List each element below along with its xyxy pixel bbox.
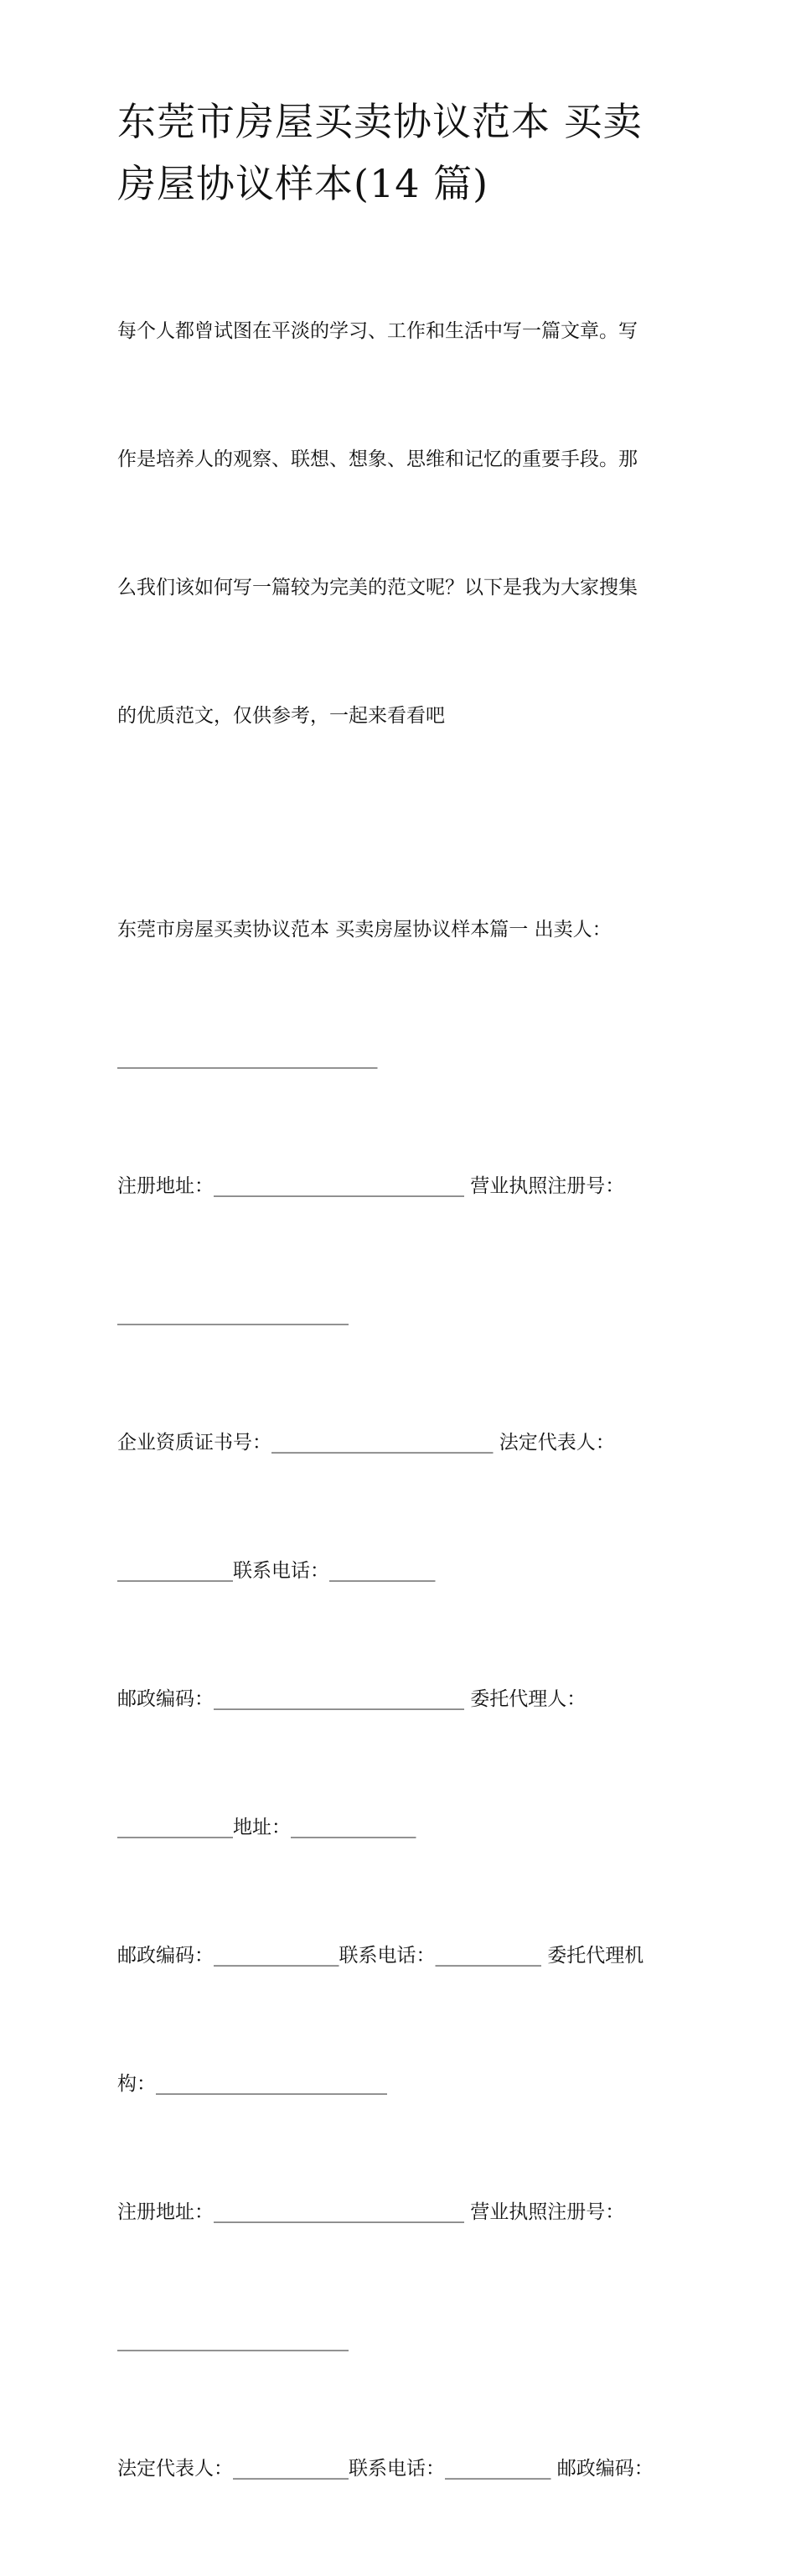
body-line-5: 企业资质证书号：_______________________ 法定代表人： [117,1432,615,1454]
intro-line-2: 作是培养人的观察、联想、想象、思维和记忆的重要手段。那 [117,448,638,470]
intro-line-1: 每个人都曾试图在平淡的学习、工作和生活中写一篇文章。写 [117,320,638,342]
body-line-7: 邮政编码：__________________________ 委托代理人： [117,1688,587,1710]
body-line-2: ___________________________ [117,1047,378,1069]
body-line-8: ____________地址：_____________ [117,1817,416,1838]
body-line-4: ________________________ [117,1304,349,1325]
title-line-2: 房屋协议样本(14 篇) [117,161,489,206]
body-line-12: ________________________ [117,2330,349,2351]
document-page [117,91,687,2576]
body-line-3: 注册地址：__________________________ 营业执照注册号： [117,1175,625,1197]
body-line-9: 邮政编码：_____________联系电话：___________ 委托代理机 [117,1945,644,1967]
body-line-11: 注册地址：__________________________ 营业执照注册号： [117,2201,625,2223]
body-line-10: 构：________________________ [117,2073,387,2095]
intro-paragraph [117,225,687,823]
title-line-1: 东莞市房屋买卖协议范本 买卖 [117,99,643,144]
body-line-6: ____________联系电话：___________ [117,1560,436,1582]
intro-line-4: 的优质范文，仅供参考，一起来看看吧 [117,705,445,727]
body-line-13: 法定代表人：____________联系电话：___________ 邮政编码： [117,2458,654,2480]
document-title [117,91,687,215]
body-line-1: 东莞市房屋买卖协议范本 买卖房屋协议样本篇一 出卖人： [117,919,612,941]
intro-line-3: 么我们该如何写一篇较为完美的范文呢？以下是我为大家搜集 [117,577,638,599]
contract-body [117,823,687,2576]
